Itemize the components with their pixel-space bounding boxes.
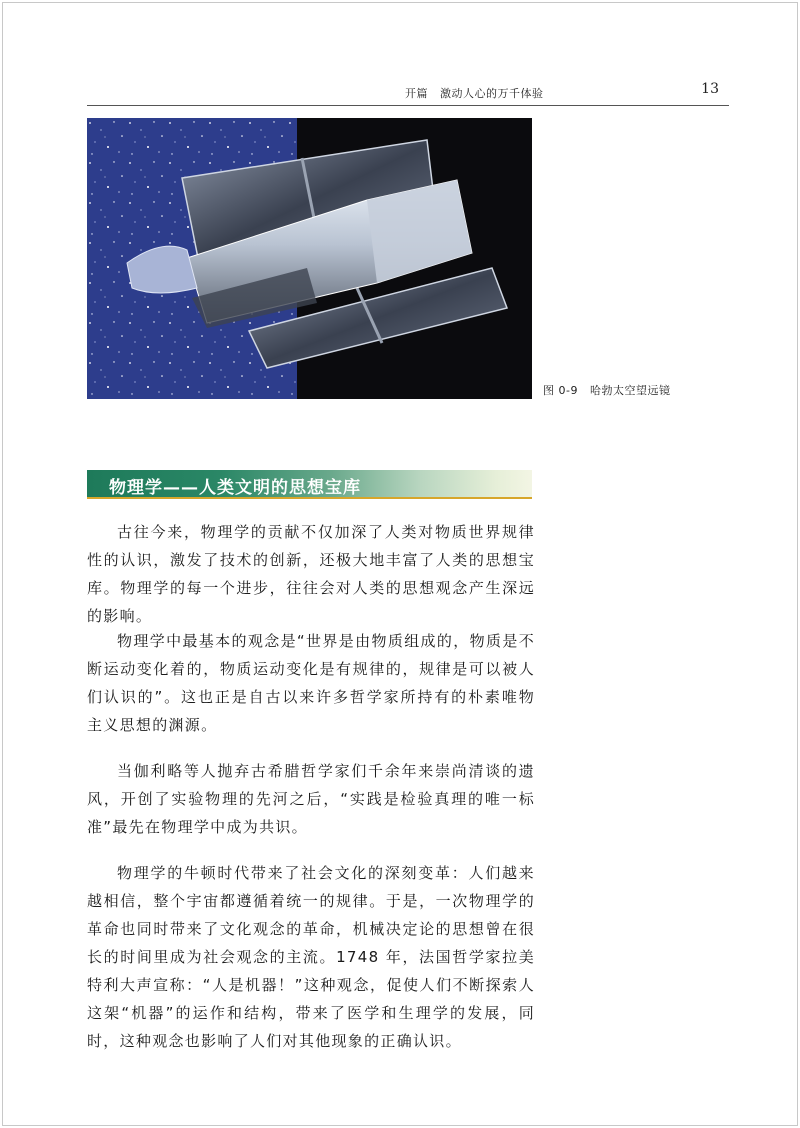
paragraph-text: 古往今来，物理学的贡献不仅加深了人类对物质世界规律性的认识，激发了技术的创新，还极大地丰富了人类的思想宝库。物理学的每一个进步，往往会对人类的思想观念产生深远的影响。: [87, 523, 535, 625]
paragraph-text: 当伽利略等人抛弃古希腊哲学家们千余年来崇尚清谈的遗风，开创了实验物理的先河之后，“实践是检验真理的唯一标准”最先在物理学中成为共识。: [87, 762, 535, 836]
chapter-label: 开篇: [405, 87, 428, 100]
page: [2, 2, 798, 1126]
header-title: [405, 85, 544, 101]
hubble-telescope-photo: [87, 118, 532, 399]
running-header: [87, 79, 729, 106]
chapter-title: 激动人心的万千体验: [440, 87, 544, 100]
paragraph-text: 物理学的牛顿时代带来了社会文化的深刻变革：人们越来越相信，整个宇宙都遵循着统一的规律。于是，一次物理学的革命也同时带来了文化观念的革命，机械决定论的思想曾在很长的时间里成为社会观念的主流。1748 年，法国哲学家拉美特利大声宣称：“人是机器！”这种观念，促使人们不断探索人这架“机器”的运作和结构，带来了医学和生理学的发展，同时，这种观念也影响了人们对其他现象的正确认识。: [87, 864, 535, 1050]
body-paragraph: [87, 757, 535, 841]
body-paragraph: [87, 859, 535, 1055]
page-number: 13: [701, 81, 719, 97]
body-paragraph: [87, 518, 535, 630]
body-paragraph: [87, 627, 535, 739]
paragraph-text: 物理学中最基本的观念是“世界是由物质组成的，物质是不断运动变化着的，物质运动变化是有规律的，规律是可以被人们认识的”。这也正是自古以来许多哲学家所持有的朴素唯物主义思想的渊源。: [87, 632, 535, 734]
section-heading-banner: [87, 470, 532, 499]
section-title: 物理学——人类文明的思想宝库: [109, 478, 361, 498]
figure-caption: 图 0-9 哈勃太空望远镜: [543, 384, 671, 397]
